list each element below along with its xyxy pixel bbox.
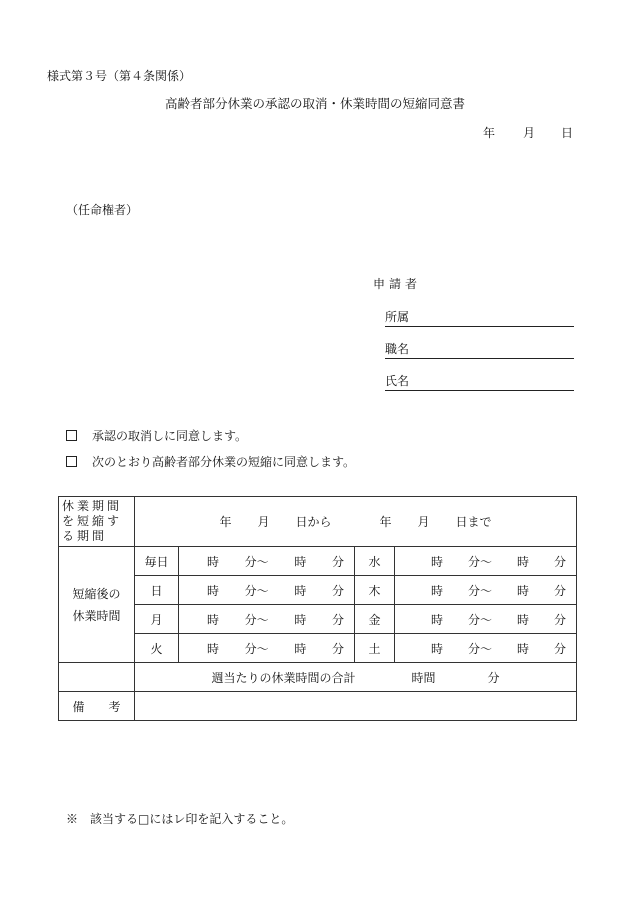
name-field[interactable]: 氏名 [385, 372, 574, 391]
weekly-total[interactable]: 週当たりの休業時間の合計 時間 分 [135, 663, 577, 692]
period-label: 休業期間 を短縮す る期間 [59, 497, 135, 547]
date-day: 日 [561, 126, 574, 140]
time-input[interactable]: 時 分～ 時 分 [395, 576, 577, 605]
after-label: 短縮後の 休業時間 [59, 547, 135, 663]
table-row [59, 547, 577, 576]
position-field[interactable]: 職名 [385, 340, 574, 359]
checkbox-icon[interactable] [66, 430, 77, 441]
weekly-total-spacer [59, 663, 135, 692]
remarks-row [59, 692, 577, 721]
period-value[interactable]: 年 月 日から 年 月 日まで [135, 497, 577, 547]
footnote: ※ 該当する□にはレ印を記入すること。 [66, 812, 294, 826]
checkbox-icon[interactable] [66, 456, 77, 467]
remarks-input[interactable] [135, 692, 577, 721]
checkbox-label-cancel: 承認の取消しに同意します。 [92, 429, 248, 443]
checkbox-option-cancel[interactable] [66, 427, 247, 444]
day-label: 水 [355, 547, 395, 576]
checkbox-option-shorten[interactable] [66, 453, 355, 470]
day-label: 毎日 [135, 547, 179, 576]
date-year: 年 [483, 126, 496, 140]
affiliation-field[interactable]: 所属 [385, 308, 574, 327]
table-row [59, 605, 577, 634]
date-line [483, 124, 573, 141]
weekly-total-row [59, 663, 577, 692]
time-input[interactable]: 時 分～ 時 分 [395, 634, 577, 663]
day-label: 火 [135, 634, 179, 663]
checkbox-label-shorten: 次のとおり高齢者部分休業の短縮に同意します。 [92, 455, 356, 469]
form-number: 様式第３号（第４条関係） [47, 69, 192, 83]
time-input[interactable]: 時 分～ 時 分 [395, 547, 577, 576]
remarks-label: 備 考 [59, 692, 135, 721]
time-input[interactable]: 時 分～ 時 分 [179, 605, 355, 634]
time-input[interactable]: 時 分～ 時 分 [179, 576, 355, 605]
time-input[interactable]: 時 分～ 時 分 [395, 605, 577, 634]
table-row [59, 576, 577, 605]
day-label: 日 [135, 576, 179, 605]
document-title: 高齢者部分休業の承認の取消・休業時間の短縮同意書 [164, 96, 465, 111]
period-row [59, 497, 577, 547]
table-row [59, 634, 577, 663]
day-label: 土 [355, 634, 395, 663]
day-label: 木 [355, 576, 395, 605]
leave-table [58, 496, 577, 721]
time-input[interactable]: 時 分～ 時 分 [179, 547, 355, 576]
day-label: 金 [355, 605, 395, 634]
time-input[interactable]: 時 分～ 時 分 [179, 634, 355, 663]
appointer-label: （任命権者） [66, 203, 139, 217]
date-month: 月 [523, 126, 536, 140]
applicant-label: 申請者 [373, 277, 422, 291]
day-label: 月 [135, 605, 179, 634]
